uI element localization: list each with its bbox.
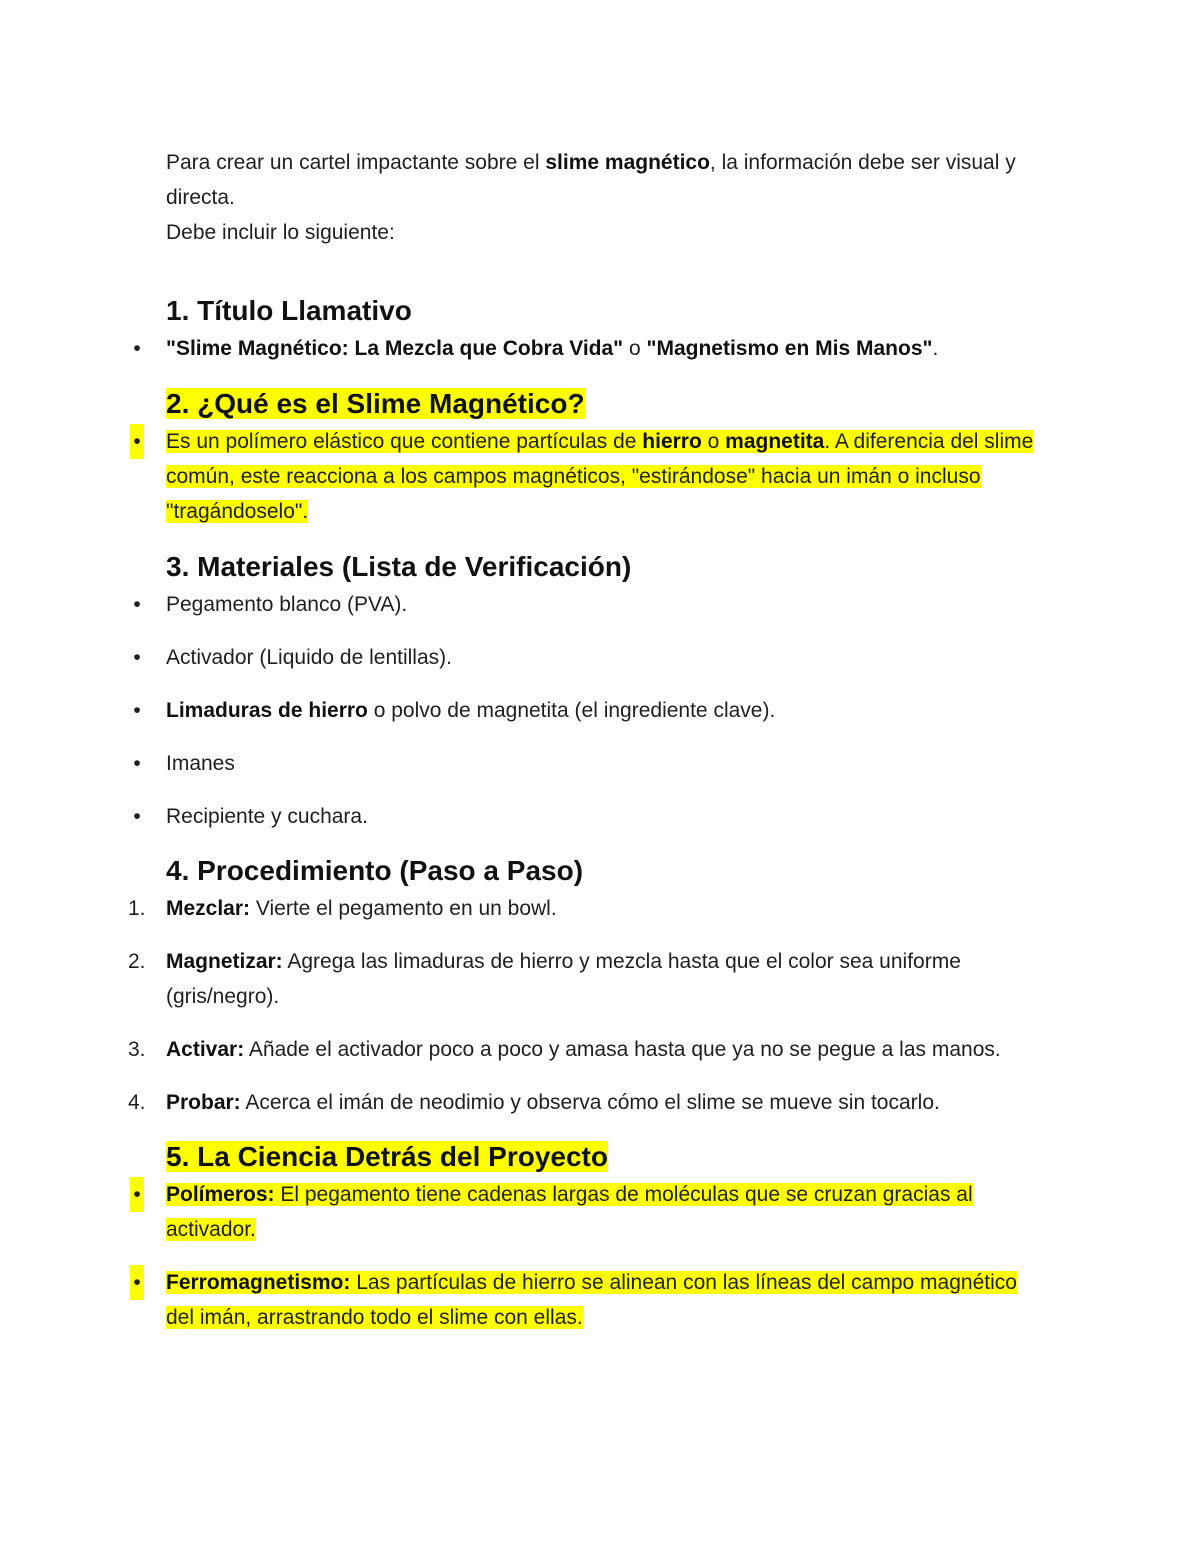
section-heading: 2. ¿Qué es el Slime Magnético? [166,388,585,419]
step-number: 4. [128,1091,146,1114]
list-item: • "Slime Magnético: La Mezcla que Cobra Vida" o "Magnetismo en Mis Manos". [166,331,1046,366]
bullet-icon: • [130,1265,144,1300]
list-item: • Activador (Liquido de lentillas). [166,640,1046,675]
bullet-icon: • [133,337,141,360]
list-item: • Recipiente y cuchara. [166,799,1046,834]
list-item: • Ferromagnetismo: Las partículas de hierro se alinean con las líneas del campo magnético del imán, arrastrando todo el slime con ellas. [166,1265,1046,1335]
bullet-icon: • [130,1177,144,1212]
bullet-icon: • [133,593,141,616]
section-heading: 5. La Ciencia Detrás del Proyecto [166,1141,608,1172]
list-item: • Pegamento blanco (PVA). [166,587,1046,622]
bullet-icon: • [130,424,144,459]
section-heading: 1. Título Llamativo [166,295,412,326]
section-3 [133,548,1046,834]
list-item: • Limaduras de hierro o polvo de magnetita (el ingrediente clave). [166,693,1046,728]
section-heading: 3. Materiales (Lista de Verificación) [166,551,632,582]
list-item: • Imanes [166,746,1046,781]
list-item: • Es un polímero elástico que contiene partículas de hierro o magnetita. A diferencia del slime común, este reacciona a los campos magnéticos, "estirándose" hacia un imán o incluso "tragándoselo". [166,424,1046,529]
numbered-step: 3. Activar: Añade el activador poco a poco y amasa hasta que ya no se pegue a las manos. [166,1032,1046,1067]
section-4 [128,852,1046,1120]
section-1 [133,292,1046,366]
intro-paragraph: Para crear un cartel impactante sobre el slime magnético, la información debe ser visual y directa. [166,151,1016,209]
step-number: 1. [128,897,146,920]
intro-paragraph-2: Debe incluir lo siguiente: [166,221,395,244]
numbered-step: 2. Magnetizar: Agrega las limaduras de hierro y mezcla hasta que el color sea uniforme (gris/negro). [166,944,1046,1014]
numbered-step: 4. Probar: Acerca el imán de neodimio y observa cómo el slime se mueve sin tocarlo. [166,1085,1046,1120]
bullet-icon: • [133,699,141,722]
bullet-icon: • [133,646,141,669]
section-5 [133,1138,1046,1335]
section-heading: 4. Procedimiento (Paso a Paso) [166,855,584,886]
bullet-icon: • [133,805,141,828]
step-number: 2. [128,950,146,973]
step-number: 3. [128,1038,146,1061]
document-content [128,145,1046,1335]
section-2 [133,385,1046,529]
list-item: • Polímeros: El pegamento tiene cadenas largas de moléculas que se cruzan gracias al activador. [166,1177,1046,1247]
numbered-step: 1. Mezclar: Vierte el pegamento en un bowl. [166,891,1046,926]
bullet-icon: • [133,752,141,775]
